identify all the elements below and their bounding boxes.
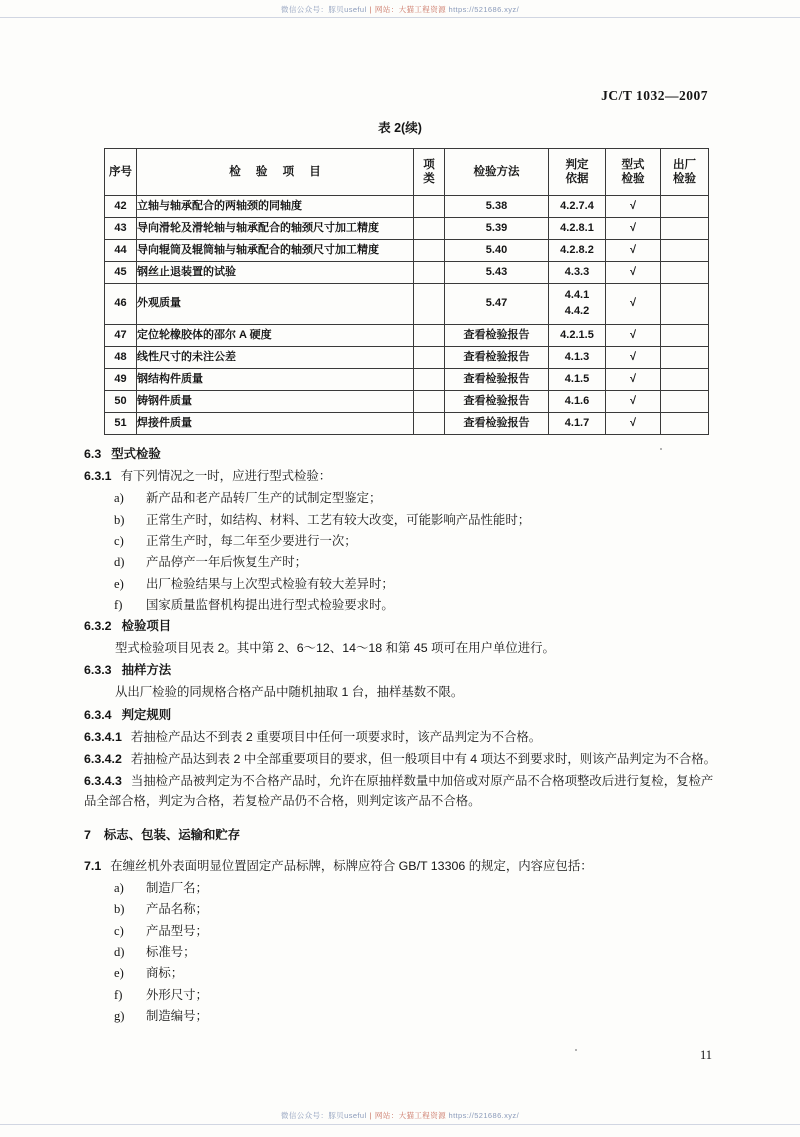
page-number: 11	[699, 1048, 712, 1062]
cell-item-class	[414, 284, 445, 325]
list-7-1-item-label: a)	[114, 880, 124, 895]
list-7-1-item	[114, 921, 720, 942]
table-row	[105, 284, 709, 325]
list-7-1	[84, 878, 720, 1027]
cell-judgement-basis	[549, 218, 606, 240]
list-6-3-1-item-text: 新产品和老产品转厂生产的试制定型鉴定；	[146, 491, 382, 506]
cell-type-test-mark: √	[606, 369, 661, 391]
cell-inspection-item: 外观质量	[137, 284, 414, 325]
cell-inspection-method: 5.47	[445, 284, 549, 325]
judgement-basis-line: 4.4.2	[564, 305, 590, 317]
cell-type-test-mark: √	[606, 347, 661, 369]
cell-inspection-item: 导向滑轮及滑轮轴与轴承配合的轴颈尺寸加工精度	[137, 218, 414, 240]
clause-6-3-4-1-text: 若抽检产品达不到表 2 重要项目中任何一项要求时，该产品判定为不合格。	[130, 729, 542, 744]
cell-inspection-method: 查看检验报告	[445, 369, 549, 391]
cell-factory-test-mark	[661, 347, 709, 369]
cell-sequence-number: 43	[105, 218, 137, 240]
cell-inspection-item: 立轴与轴承配合的两轴颈的同轴度	[137, 196, 414, 218]
inspection-table	[104, 148, 709, 435]
cell-factory-test-mark	[661, 196, 709, 218]
judgement-basis-line: 4.1.7	[564, 416, 590, 429]
cell-item-class	[414, 413, 445, 435]
clause-6-3-1-text: 有下列情况之一时，应进行型式检验：	[120, 469, 332, 484]
cell-judgement-basis	[549, 284, 606, 325]
judgement-basis-line: 4.3.3	[564, 265, 590, 278]
cell-factory-test-mark	[661, 391, 709, 413]
watermark-site-label-bottom: 网站：大猫工程资源	[374, 1111, 447, 1120]
judgement-basis-line: 4.2.8.2	[560, 243, 594, 256]
watermark-site-label: 网站：大猫工程资源	[374, 5, 447, 14]
col-header-factory-line2: 检验	[673, 173, 696, 185]
cell-inspection-item: 焊接件质量	[137, 413, 414, 435]
cell-sequence-number: 49	[105, 369, 137, 391]
judgement-basis-line: 4.2.7.4	[560, 199, 594, 212]
table-row	[105, 262, 709, 284]
clause-6-3-3	[84, 660, 720, 680]
cell-item-class	[414, 218, 445, 240]
cell-inspection-method: 查看检验报告	[445, 391, 549, 413]
list-6-3-1-item	[114, 488, 720, 509]
list-7-1-item-text: 商标；	[146, 966, 184, 981]
list-6-3-1-item-label: c)	[114, 533, 124, 548]
cell-sequence-number: 51	[105, 413, 137, 435]
list-6-3-1-item-text: 正常生产时，每二年至少要进行一次；	[146, 533, 357, 548]
list-6-3-1-item	[114, 510, 720, 531]
cell-judgement-basis	[549, 196, 606, 218]
col-header-class-line1: 项	[423, 158, 435, 171]
table-header-row	[105, 149, 709, 196]
table-caption: 表 2(续)	[378, 121, 422, 135]
cell-judgement-basis	[549, 240, 606, 262]
col-header-no: 序号	[105, 149, 137, 196]
table-row	[105, 196, 709, 218]
cell-type-test-mark: √	[606, 218, 661, 240]
cell-inspection-method: 5.39	[445, 218, 549, 240]
col-header-class-line2: 类	[423, 173, 435, 185]
clause-6-3-4	[84, 705, 720, 725]
watermark-account: 豚贝useful	[328, 5, 367, 14]
clause-6-3-4-1	[84, 727, 720, 747]
cell-inspection-method: 查看检验报告	[445, 347, 549, 369]
clause-7-1-text: 在缠丝机外表面明显位置固定产品标牌，标牌应符合 GB/T 13306 的规定，内容应包括：	[110, 858, 593, 873]
list-7-1-item-label: e)	[114, 966, 124, 981]
col-header-item	[137, 149, 414, 196]
list-7-1-item-text: 制造厂名；	[146, 880, 208, 895]
cell-judgement-basis	[549, 347, 606, 369]
cell-inspection-method: 查看检验报告	[445, 325, 549, 347]
clause-6-3-1-number: 6.3.1	[84, 469, 112, 484]
cell-sequence-number: 48	[105, 347, 137, 369]
clause-6-3	[84, 444, 720, 464]
watermark-account-bottom: 豚贝useful	[328, 1111, 367, 1120]
list-7-1-item-label: d)	[114, 944, 125, 959]
list-7-1-item-label: g)	[114, 1008, 125, 1023]
cell-type-test-mark: √	[606, 196, 661, 218]
watermark-bottom	[0, 1110, 800, 1121]
clause-6-3-4-2-text: 若抽检产品达到表 2 中全部重要项目的要求，但一般项目中有 4 项达不到要求时，则该产品判定为不合格。	[130, 751, 717, 766]
judgement-basis-line: 4.2.1.5	[560, 328, 594, 341]
list-7-1-item-label: b)	[114, 902, 125, 917]
col-header-basis	[549, 149, 606, 196]
list-6-3-1-item-text: 出厂检验结果与上次型式检验有较大差异时；	[146, 576, 394, 591]
list-6-3-1-item-text: 产品停产一年后恢复生产时；	[146, 555, 308, 570]
clause-7-1	[84, 856, 720, 876]
cell-inspection-item: 钢丝止退装置的试验	[137, 262, 414, 284]
cell-sequence-number: 45	[105, 262, 137, 284]
clause-6-3-4-3-number: 6.3.4.3	[84, 773, 122, 788]
list-6-3-1-item-label: e)	[114, 576, 124, 591]
cell-factory-test-mark	[661, 284, 709, 325]
col-header-type-line1: 型式	[621, 158, 645, 171]
section-spacer	[84, 813, 720, 826]
watermark-url-bottom: https://521686.xyz/	[448, 1111, 520, 1120]
cell-sequence-number: 46	[105, 284, 137, 325]
clause-6-3-title: 型式检验	[111, 447, 161, 461]
table-row	[105, 325, 709, 347]
cell-judgement-basis	[549, 262, 606, 284]
col-header-item-label: 检 验 项 目	[229, 165, 327, 178]
cell-item-class	[414, 369, 445, 391]
cell-inspection-item: 铸钢件质量	[137, 391, 414, 413]
list-7-1-item	[114, 942, 720, 963]
watermark-rule-top	[0, 17, 800, 18]
list-6-3-1-item	[114, 552, 720, 573]
judgement-basis-line: 4.1.6	[564, 394, 590, 407]
cell-inspection-method: 5.40	[445, 240, 549, 262]
judgement-basis-line: 4.4.1	[564, 289, 590, 302]
cell-factory-test-mark	[661, 218, 709, 240]
cell-inspection-method: 查看检验报告	[445, 413, 549, 435]
list-7-1-item-text: 产品型号；	[146, 923, 208, 938]
list-7-1-item-label: f)	[114, 987, 123, 1002]
cell-item-class	[414, 391, 445, 413]
watermark-prefix-bottom: 微信公众号：	[280, 1111, 329, 1120]
cell-sequence-number: 44	[105, 240, 137, 262]
table-row	[105, 240, 709, 262]
cell-item-class	[414, 196, 445, 218]
scan-speck	[575, 1049, 577, 1051]
judgement-basis-line: 4.2.8.1	[560, 221, 594, 234]
list-7-1-item	[114, 899, 720, 920]
table-row	[105, 369, 709, 391]
cell-item-class	[414, 325, 445, 347]
watermark-rule-bottom	[0, 1124, 800, 1125]
clause-6-3-4-2-number: 6.3.4.2	[84, 751, 122, 766]
col-header-method: 检验方法	[445, 149, 549, 196]
list-7-1-item	[114, 963, 720, 984]
watermark-top	[0, 4, 800, 15]
inspection-table-wrapper	[104, 148, 708, 435]
clause-6-3-3-title: 抽样方法	[121, 663, 172, 678]
cell-type-test-mark: √	[606, 240, 661, 262]
scan-speck	[660, 448, 662, 450]
clause-6-3-2	[84, 616, 720, 636]
watermark-separator: |	[369, 5, 372, 14]
clause-6-3-3-text: 从出厂检验的同规格合格产品中随机抽取 1 台，抽样基数不限。	[115, 685, 464, 700]
clause-7	[84, 826, 720, 846]
cell-factory-test-mark	[661, 325, 709, 347]
cell-judgement-basis	[549, 413, 606, 435]
cell-sequence-number: 47	[105, 325, 137, 347]
clause-6-3-4-2	[84, 749, 720, 769]
table-body	[105, 196, 709, 435]
list-7-1-item-label: c)	[114, 923, 124, 938]
list-7-1-item-text: 标准号；	[146, 944, 196, 959]
clause-7-1-number: 7.1	[84, 858, 102, 873]
cell-inspection-method: 5.43	[445, 262, 549, 284]
list-6-3-1	[84, 488, 720, 616]
col-header-basis-line2: 依据	[565, 173, 589, 185]
cell-sequence-number: 50	[105, 391, 137, 413]
list-7-1-item	[114, 985, 720, 1006]
cell-judgement-basis	[549, 325, 606, 347]
list-7-1-item	[114, 1006, 720, 1027]
clause-6-3-4-3-text: 当抽检产品被判定为不合格产品时，允许在原抽样数量中加倍或对原产品不合格项整改后进行复检，复检产品全部合格，判定为合格，若复检产品仍不合格，则判定该产品不合格。	[84, 773, 714, 808]
cell-factory-test-mark	[661, 369, 709, 391]
list-6-3-1-item	[114, 595, 720, 616]
clause-6-3-2-text: 型式检验项目见表 2。其中第 2、6～12、14～18 和第 45 项可在用户单位进行。	[115, 641, 555, 656]
col-header-class	[414, 149, 445, 196]
cell-factory-test-mark	[661, 240, 709, 262]
table-row	[105, 218, 709, 240]
cell-type-test-mark: √	[606, 391, 661, 413]
clause-6-3-number: 6.3	[84, 447, 102, 461]
clause-6-3-4-number: 6.3.4	[84, 707, 112, 722]
list-6-3-1-item-label: b)	[114, 512, 125, 527]
col-header-type-line2: 检验	[621, 173, 645, 185]
cell-factory-test-mark	[661, 413, 709, 435]
table-row	[105, 413, 709, 435]
col-header-basis-line1: 判定	[565, 158, 589, 171]
cell-inspection-method: 5.38	[445, 196, 549, 218]
clause-6-3-4-title: 判定规则	[121, 707, 172, 722]
document-body	[84, 444, 720, 1027]
table-row	[105, 347, 709, 369]
running-head-standard-number: JC/T 1032—2007	[601, 88, 708, 103]
list-7-1-item-text: 外形尺寸；	[146, 987, 208, 1002]
table-head	[105, 149, 709, 196]
cell-inspection-item: 定位轮橡胶体的邵尔 A 硬度	[137, 325, 414, 347]
list-6-3-1-item-text: 正常生产时，如结构、材料、工艺有较大改变，可能影响产品性能时；	[146, 512, 531, 527]
clause-6-3-4-1-number: 6.3.4.1	[84, 729, 122, 744]
cell-factory-test-mark	[661, 262, 709, 284]
clause-6-3-4-3	[84, 771, 720, 811]
table-row	[105, 391, 709, 413]
cell-item-class	[414, 240, 445, 262]
clause-6-3-2-number: 6.3.2	[84, 619, 112, 634]
clause-7-title: 标志、包装、运输和贮存	[103, 828, 241, 842]
cell-inspection-item: 钢结构件质量	[137, 369, 414, 391]
list-6-3-1-item-text: 国家质量监督机构提出进行型式检验要求时。	[146, 597, 394, 612]
cell-judgement-basis	[549, 391, 606, 413]
watermark-separator-bottom: |	[369, 1111, 372, 1120]
clause-6-3-1	[84, 466, 720, 486]
cell-item-class	[414, 262, 445, 284]
list-6-3-1-item	[114, 574, 720, 595]
col-header-factory-line1: 出厂	[673, 158, 696, 171]
watermark-url: https://521686.xyz/	[448, 5, 520, 14]
list-7-1-item	[114, 878, 720, 899]
clause-7-number: 7	[84, 828, 91, 842]
list-6-3-1-item-label: f)	[114, 597, 123, 612]
cell-judgement-basis	[549, 369, 606, 391]
list-7-1-item-text: 制造编号；	[146, 1008, 208, 1023]
list-6-3-1-item-label: d)	[114, 555, 125, 570]
cell-inspection-item: 导向辊筒及辊筒轴与轴承配合的轴颈尺寸加工精度	[137, 240, 414, 262]
cell-type-test-mark: √	[606, 413, 661, 435]
clause-6-3-2-title: 检验项目	[121, 619, 172, 634]
col-header-type-test	[606, 149, 661, 196]
cell-type-test-mark: √	[606, 284, 661, 325]
judgement-basis-line: 4.1.3	[564, 350, 590, 363]
list-6-3-1-item-label: a)	[114, 491, 124, 506]
list-6-3-1-item	[114, 531, 720, 552]
judgement-basis-line: 4.1.5	[564, 372, 590, 385]
cell-item-class	[414, 347, 445, 369]
watermark-prefix: 微信公众号：	[280, 5, 329, 14]
cell-inspection-item: 线性尺寸的未注公差	[137, 347, 414, 369]
cell-sequence-number: 42	[105, 196, 137, 218]
clause-6-3-3-number: 6.3.3	[84, 663, 112, 678]
list-7-1-item-text: 产品名称；	[146, 902, 208, 917]
col-header-factory-test	[661, 149, 709, 196]
cell-type-test-mark: √	[606, 262, 661, 284]
cell-type-test-mark: √	[606, 325, 661, 347]
